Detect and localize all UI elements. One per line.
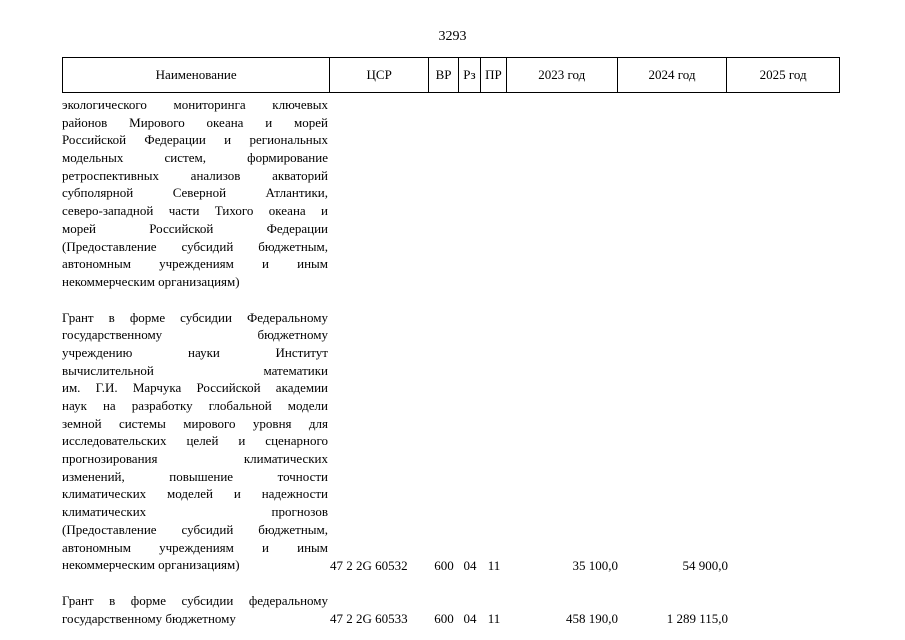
row-csr: 47 2 2G 60532	[330, 557, 408, 573]
row-name-line: изменений, повышение точности	[62, 468, 328, 484]
row-name-line: климатических прогнозов	[62, 504, 328, 520]
row-name-line: (Предоставление субсидий бюджетным,	[62, 521, 328, 537]
row-name-line: районов Мирового океана и морей	[62, 114, 328, 130]
header-csr: ЦСР	[330, 58, 429, 92]
row-name-line: государственному бюджетному	[62, 327, 328, 343]
header-vr: ВР	[429, 58, 459, 92]
row-name	[62, 592, 328, 627]
row-vr: 600	[434, 557, 454, 573]
header-2023: 2023 год	[507, 58, 618, 92]
table-row	[62, 96, 840, 291]
row-name-line: модельных систем, формирование	[62, 150, 328, 166]
row-name-line: автономным учреждениям и иным	[62, 539, 328, 555]
row-values	[330, 273, 840, 291]
row-rz: 04	[463, 611, 477, 627]
row-csr: 47 2 2G 60533	[330, 611, 408, 627]
table-row	[62, 309, 840, 574]
row-2024: 54 900,0	[682, 557, 728, 573]
row-values	[330, 610, 840, 628]
table-body	[62, 96, 840, 627]
row-name-line: субполярной Северной Атлантики,	[62, 185, 328, 201]
header-2025: 2025 год	[759, 67, 807, 82]
row-pr: 11	[487, 557, 501, 573]
row-2024: 1 289 115,0	[666, 611, 728, 627]
row-values	[330, 556, 840, 574]
row-2023: 35 100,0	[572, 557, 618, 573]
row-name-line: наук на разработку глобальной модели	[62, 398, 328, 413]
row-name-line: (Предоставление субсидий бюджетным,	[62, 238, 328, 254]
row-name	[62, 309, 328, 574]
row-rz: 04	[463, 557, 477, 573]
header-name: Наименование	[63, 58, 330, 92]
row-name-line: ретроспективных анализов акваторий	[62, 167, 328, 183]
table-row	[62, 592, 840, 627]
row-name-line: экологического мониторинга ключевых	[62, 97, 328, 112]
row-name-line: им. Г.И. Марчука Российской академии	[62, 380, 328, 396]
header-2024: 2024 год	[618, 58, 728, 92]
row-name-line: некоммерческим организациям)	[62, 557, 240, 573]
row-name-line: северо-западной части Тихого океана и	[62, 203, 328, 219]
page-number: 3293	[438, 29, 467, 44]
row-vr: 600	[434, 611, 454, 627]
row-name-line: учреждению науки Институт	[62, 344, 328, 360]
row-name-line: Грант в форме субсидии федеральному	[62, 592, 328, 608]
row-2023: 458 190,0	[566, 611, 618, 627]
row-name-line: морей Российской Федерации	[62, 220, 328, 236]
row-name-line: прогнозирования климатических	[62, 451, 328, 467]
row-name-line: исследовательских целей и сценарного	[62, 433, 328, 449]
row-name-line: некоммерческим организациям)	[62, 273, 240, 289]
header-rz: Рз	[459, 58, 481, 92]
row-name-line: Российской Федерации и региональных	[62, 132, 328, 148]
row-name-line: государственному бюджетному	[62, 610, 236, 626]
table-header	[62, 57, 840, 93]
row-name-line: вычислительной математики	[62, 362, 328, 378]
row-name-line: Грант в форме субсидии Федеральному	[62, 309, 328, 325]
row-pr: 11	[487, 611, 501, 627]
row-name-line: земной системы мирового уровня для	[62, 415, 328, 431]
header-pr: ПР	[481, 58, 507, 92]
row-name	[62, 96, 328, 291]
row-name-line: климатических моделей и надежности	[62, 486, 328, 502]
row-name-line: автономным учреждениям и иным	[62, 256, 328, 272]
